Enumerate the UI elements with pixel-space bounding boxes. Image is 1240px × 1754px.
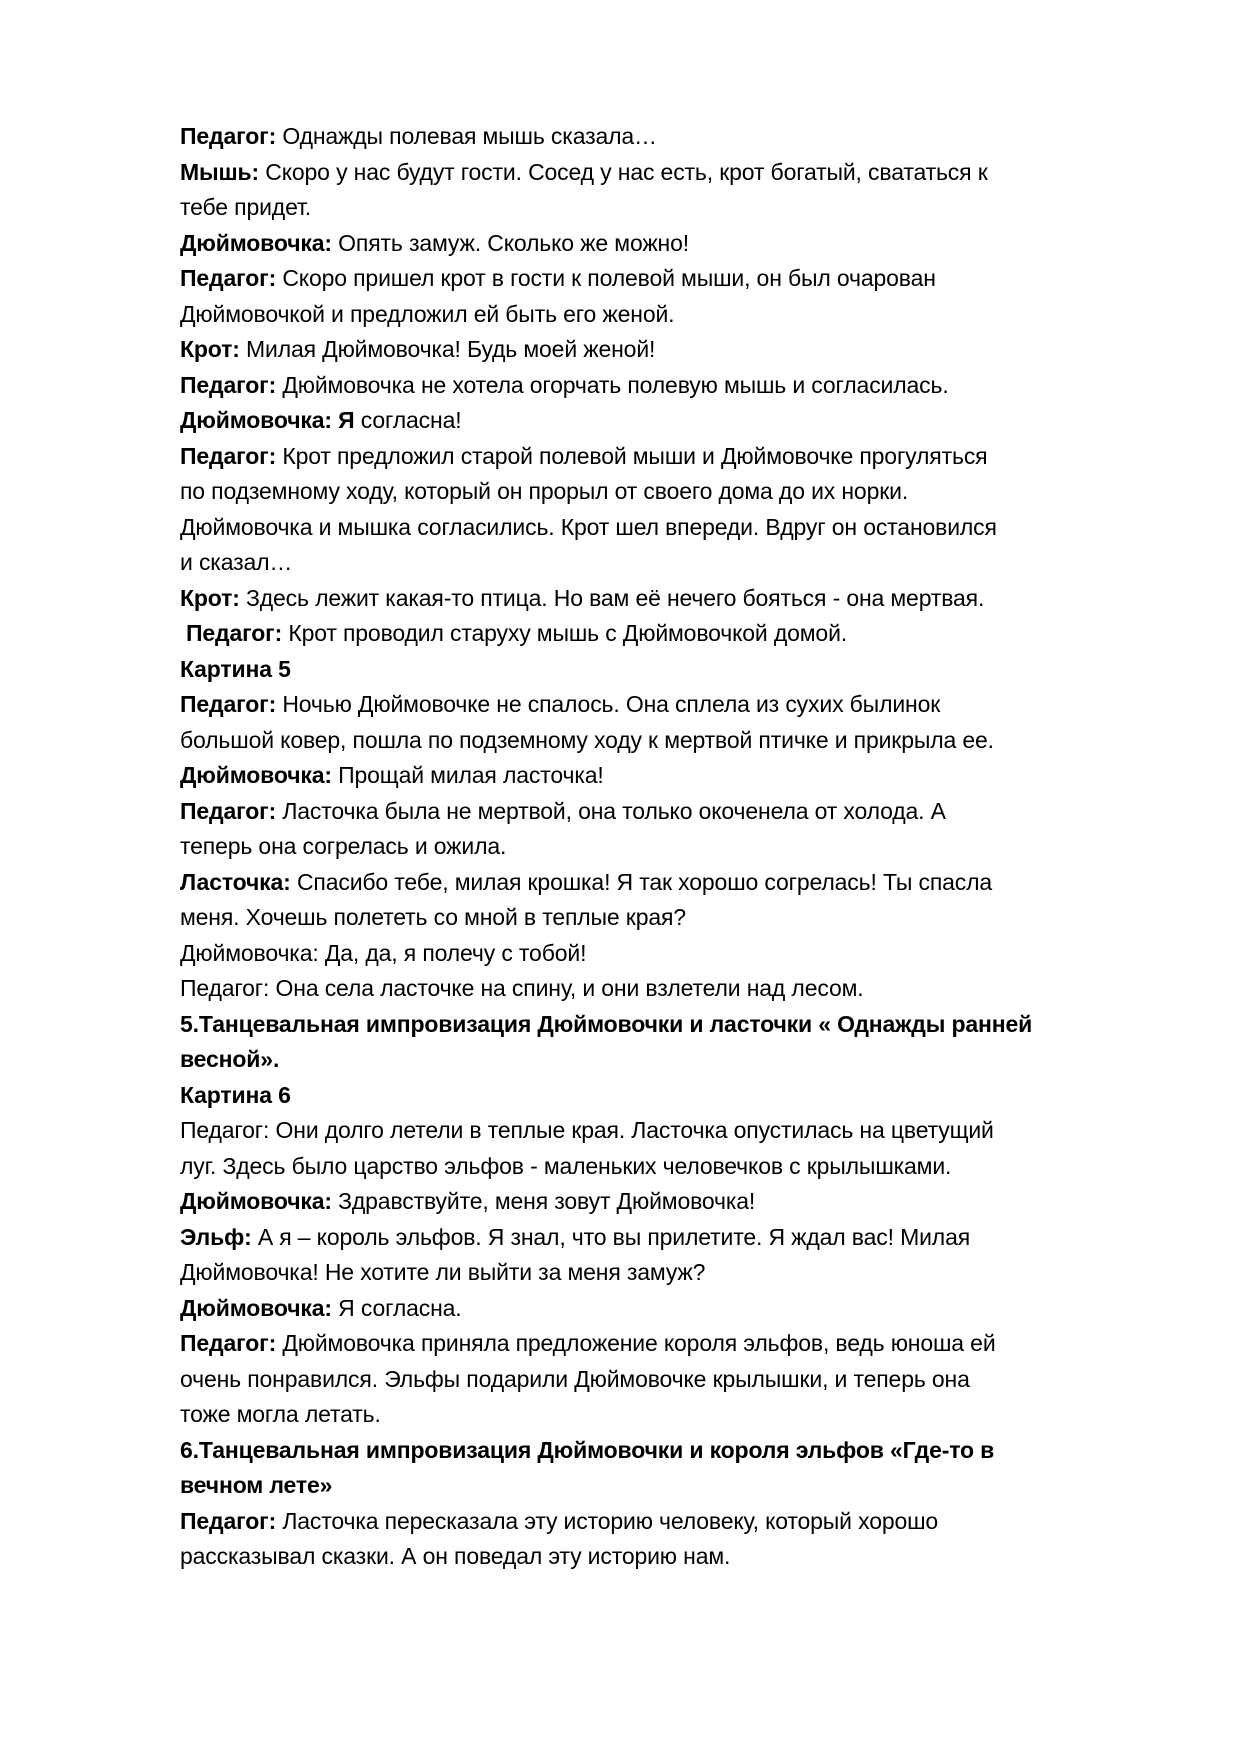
speaker-label: Педагог: bbox=[180, 265, 277, 291]
text-line bbox=[180, 865, 1180, 901]
text-line bbox=[180, 1504, 1180, 1540]
line-text: Дюймовочкой и предложил ей быть его женой. bbox=[180, 300, 675, 327]
text-line bbox=[180, 829, 1180, 865]
line-text: Крот предложил старой полевой мыши и Дюймовочке прогуляться bbox=[276, 442, 988, 469]
line-text: Дюймовочка: Да, да, я полечу с тобой! bbox=[180, 939, 587, 966]
scene-title: Картина 5 bbox=[180, 655, 291, 682]
line-text: теперь она согрелась и ожила. bbox=[180, 833, 507, 859]
speaker-label: Педагог: bbox=[186, 620, 283, 646]
speaker-label: Ласточка: bbox=[180, 868, 291, 895]
line-text: очень понравился. Эльфы подарили Дюймовочке крылышки, и теперь она bbox=[180, 1365, 970, 1392]
section-title: 6.Танцевальная импровизация Дюймовочки и короля эльфов «Где-то в bbox=[180, 1436, 995, 1463]
speaker-label: Педагог: bbox=[180, 123, 277, 149]
scene-title: Картина 6 bbox=[180, 1081, 291, 1108]
line-text: большой ковер, пошла по подземному ходу к мертвой птичке и прикрыла ее. bbox=[180, 726, 994, 753]
document-page bbox=[180, 119, 1180, 1575]
text-line bbox=[180, 403, 1180, 439]
text-line bbox=[180, 900, 1180, 936]
text-line bbox=[180, 687, 1180, 723]
speaker-label: Крот: bbox=[180, 336, 240, 362]
speaker-label: Мышь: bbox=[180, 158, 260, 185]
line-text: Дюймовочка! Не хотите ли выйти за меня замуж? bbox=[180, 1259, 706, 1285]
speaker-label: Дюймовочка: bbox=[180, 1294, 332, 1321]
speaker-label: Педагог: bbox=[180, 797, 277, 824]
line-text: Дюймовочка не хотела огорчать полевую мышь и согласилась. bbox=[276, 371, 949, 398]
text-line bbox=[180, 545, 1180, 581]
speaker-label: Дюймовочка: bbox=[180, 1188, 332, 1214]
text-line bbox=[180, 723, 1180, 759]
text-line bbox=[180, 474, 1180, 510]
speaker-label: Дюймовочка: bbox=[180, 762, 332, 788]
line-text: Прощай милая ласточка! bbox=[331, 762, 604, 788]
text-line bbox=[180, 1255, 1180, 1291]
line-text: Педагог: Она села ласточке на спину, и они взлетели над лесом. bbox=[180, 975, 864, 1001]
speaker-label: Дюймовочка: Я bbox=[180, 407, 355, 433]
line-text: Педагог: Они долго летели в теплые края. Ласточка опустилась на цветущий bbox=[180, 1117, 994, 1143]
text-line bbox=[180, 1362, 1180, 1398]
text-line bbox=[180, 332, 1180, 368]
text-line bbox=[180, 155, 1180, 191]
text-line bbox=[180, 439, 1180, 475]
text-line bbox=[180, 936, 1180, 972]
line-text: Ласточка была не мертвой, она только окоченела от холода. А bbox=[276, 797, 946, 824]
line-text: тоже могла летать. bbox=[180, 1401, 381, 1427]
speaker-label: Педагог: bbox=[180, 1330, 277, 1356]
line-text: Ночью Дюймовочке не спалось. Она сплела из сухих былинок bbox=[276, 691, 941, 717]
line-text: Спасибо тебе, милая крошка! Я так хорошо согрелась! Ты спасла bbox=[290, 868, 993, 895]
text-line bbox=[180, 226, 1180, 262]
line-text: Скоро пришел крот в гости к полевой мыши, он был очарован bbox=[276, 265, 936, 291]
line-text: Я согласна. bbox=[331, 1294, 462, 1321]
text-line bbox=[180, 794, 1180, 830]
section-heading bbox=[180, 1042, 1180, 1078]
text-line bbox=[180, 1539, 1180, 1575]
speaker-label: Педагог: bbox=[180, 442, 277, 469]
speaker-label: Крот: bbox=[180, 584, 240, 611]
scene-heading bbox=[180, 1078, 1180, 1114]
section-title: 5.Танцевальная импровизация Дюймовочки и ласточки « Однажды ранней bbox=[180, 1010, 1033, 1037]
line-text: по подземному ходу, который он прорыл от своего дома до их норки. bbox=[180, 478, 909, 504]
scene-heading bbox=[180, 652, 1180, 688]
text-line bbox=[180, 368, 1180, 404]
line-text: тебе придет. bbox=[180, 194, 312, 220]
line-text: Здесь лежит какая-то птица. Но вам её нечего бояться - она мертвая. bbox=[239, 584, 985, 611]
text-line bbox=[180, 119, 1180, 155]
speaker-label: Эльф: bbox=[180, 1223, 252, 1250]
line-text: А я – король эльфов. Я знал, что вы прилетите. Я ждал вас! Милая bbox=[251, 1223, 971, 1250]
text-line bbox=[180, 261, 1180, 297]
line-text: согласна! bbox=[354, 407, 462, 433]
section-heading bbox=[180, 1007, 1180, 1043]
line-text: Здравствуйте, меня зовут Дюймовочка! bbox=[331, 1188, 756, 1214]
speaker-label: Педагог: bbox=[180, 691, 277, 717]
text-line bbox=[180, 1113, 1180, 1149]
line-text: меня. Хочешь полететь со мной в теплые края? bbox=[180, 904, 686, 930]
text-line bbox=[180, 1291, 1180, 1327]
text-line bbox=[180, 1326, 1180, 1362]
text-line bbox=[180, 1184, 1180, 1220]
section-title: вечном лете» bbox=[180, 1472, 333, 1498]
section-heading bbox=[180, 1468, 1180, 1504]
text-line bbox=[180, 510, 1180, 546]
text-line bbox=[180, 1149, 1180, 1185]
text-line bbox=[180, 971, 1180, 1007]
text-line bbox=[180, 1397, 1180, 1433]
speaker-label: Педагог: bbox=[180, 1507, 277, 1534]
line-text: Дюймовочка и мышка согласились. Крот шел впереди. Вдруг он остановился bbox=[180, 513, 997, 540]
line-text: рассказывал сказки. А он поведал эту историю нам. bbox=[180, 1543, 731, 1569]
line-text: Крот проводил старуху мышь с Дюймовочкой домой. bbox=[282, 620, 848, 646]
text-line bbox=[180, 190, 1180, 226]
line-text: луг. Здесь было царство эльфов - маленьких человечков с крылышками. bbox=[180, 1152, 952, 1179]
text-line bbox=[180, 758, 1180, 794]
section-heading bbox=[180, 1433, 1180, 1469]
speaker-label: Дюймовочка: bbox=[180, 229, 332, 256]
section-title: весной». bbox=[180, 1046, 280, 1072]
text-line bbox=[180, 616, 1180, 652]
text-line bbox=[180, 1220, 1180, 1256]
line-text: Дюймовочка приняла предложение короля эльфов, ведь юноша ей bbox=[276, 1330, 996, 1356]
line-text: Милая Дюймовочка! Будь моей женой! bbox=[239, 336, 656, 362]
line-text: Опять замуж. Сколько же можно! bbox=[331, 229, 689, 256]
line-text: Ласточка пересказала эту историю человеку, который хорошо bbox=[276, 1507, 939, 1534]
line-text: и сказал… bbox=[180, 549, 293, 575]
speaker-label: Педагог: bbox=[180, 371, 277, 398]
text-line bbox=[180, 581, 1180, 617]
line-text: Скоро у нас будут гости. Сосед у нас есть, крот богатый, свататься к bbox=[259, 158, 988, 185]
text-line bbox=[180, 297, 1180, 333]
line-text: Однажды полевая мышь сказала… bbox=[276, 123, 657, 149]
